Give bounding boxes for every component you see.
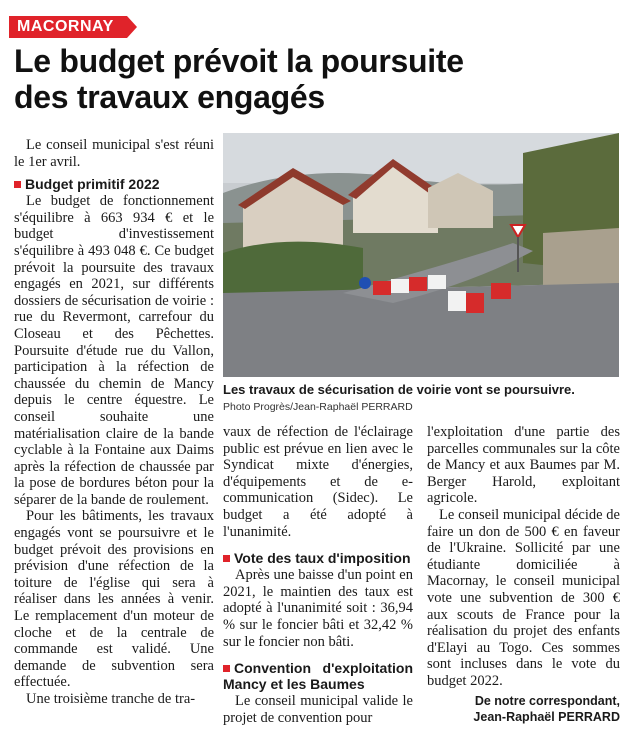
headline xyxy=(14,43,624,115)
article-column-2 xyxy=(223,424,413,726)
budget-paragraph-3-continued: vaux de réfection de l'éclairage public est prévue en lien avec le Syndicat mixte d'énergies, d'équipements et de e-communication (Sidec). Le budget a été adopté à l'unanimité. xyxy=(223,424,413,540)
red-square-bullet-icon xyxy=(223,665,230,672)
convention-paragraph-1-continued: l'exploitation d'une partie des parcelles communales sur la côte de Mancy et aux Baumes par M. Berger Harold, exploitant agricole. xyxy=(427,424,620,507)
signature-line-1: De notre correspondant, xyxy=(474,693,620,708)
budget-paragraph-1: Le budget de fonctionnement s'équilibre à 663 934 € et le budget d'investissement s'équilibre à 493 048 €. Ce budget prévoit la poursuite des travaux engagés en 2021, sur différents dossiers de sécurisation de voirie : rue du Revermont, carrefour du Closeau et des Pêchettes. Poursuite d'étude rue du Vallon, participation à la réfection de chaussée du chemin de Mancy depuis le centre équestre. Le conseil souhaite une matérialisation claire de la bande cyclable à la Fontaine aux Daims après la réfection de chaussée par la pose de bordures béton pour la séparer de la bande de roulement. xyxy=(14,193,214,508)
article-photo xyxy=(223,133,619,377)
convention-paragraph-1: Le conseil municipal valide le projet de convention pour xyxy=(223,693,413,726)
signature-line-2: Jean-Raphaël PERRARD xyxy=(473,709,620,724)
correspondent-signature xyxy=(427,693,620,725)
article-column-3 xyxy=(427,424,620,725)
budget-paragraph-3: Une troisième tranche de tra- xyxy=(26,691,196,707)
intro-paragraph: Le conseil municipal s'est réuni le 1er avril. xyxy=(14,137,214,170)
budget-paragraph-2: Pour les bâtiments, les travaux engagés vont se poursuivre et le budget prévoit des provisions en prévision d'une réfection de la toiture de l'église qui sera à réaliser dans les années à venir. Le remplacement d'un moteur de cloche et de la centrale de commande est validé. Une demande de subvention sera effectuée. xyxy=(14,508,214,691)
headline-line-1: Le budget prévoit la poursuite xyxy=(14,43,464,79)
section-heading-convention: Convention d'exploitation Mancy et les Baumes xyxy=(223,660,413,693)
section-heading-budget: Budget primitif 2022 xyxy=(14,176,214,192)
photo-caption: Les travaux de sécurisation de voirie vont se poursuivre. xyxy=(223,382,575,397)
red-square-bullet-icon xyxy=(223,555,230,562)
article-column-1 xyxy=(14,137,214,708)
section-kicker: MACORNAY xyxy=(9,16,127,38)
headline-line-2: des travaux engagés xyxy=(14,79,325,115)
taxes-paragraph: Après une baisse d'un point en 2021, le maintien des taux est adopté à l'unanimité soit : 36,94 % sur le foncier bâti et 32,42 % sur le foncier non bâti. xyxy=(223,567,413,650)
photo-credit: Photo Progrès/Jean-Raphaël PERRARD xyxy=(223,401,413,413)
red-square-bullet-icon xyxy=(14,181,21,188)
road-works-photo xyxy=(223,133,619,377)
convention-paragraph-2: Le conseil municipal décide de faire un don de 500 € en faveur de l'Ukraine. Sollicité par une étudiante domiciliée à Macornay, le conseil municipal vote une subvention de 300 € aux scouts de France pour la réalisation du projet des enfants d'Elayi au Togo. Ces sommes sont incluses dans le vote du budget 2022. xyxy=(427,506,620,689)
section-heading-taxes: Vote des taux d'imposition xyxy=(223,550,413,566)
